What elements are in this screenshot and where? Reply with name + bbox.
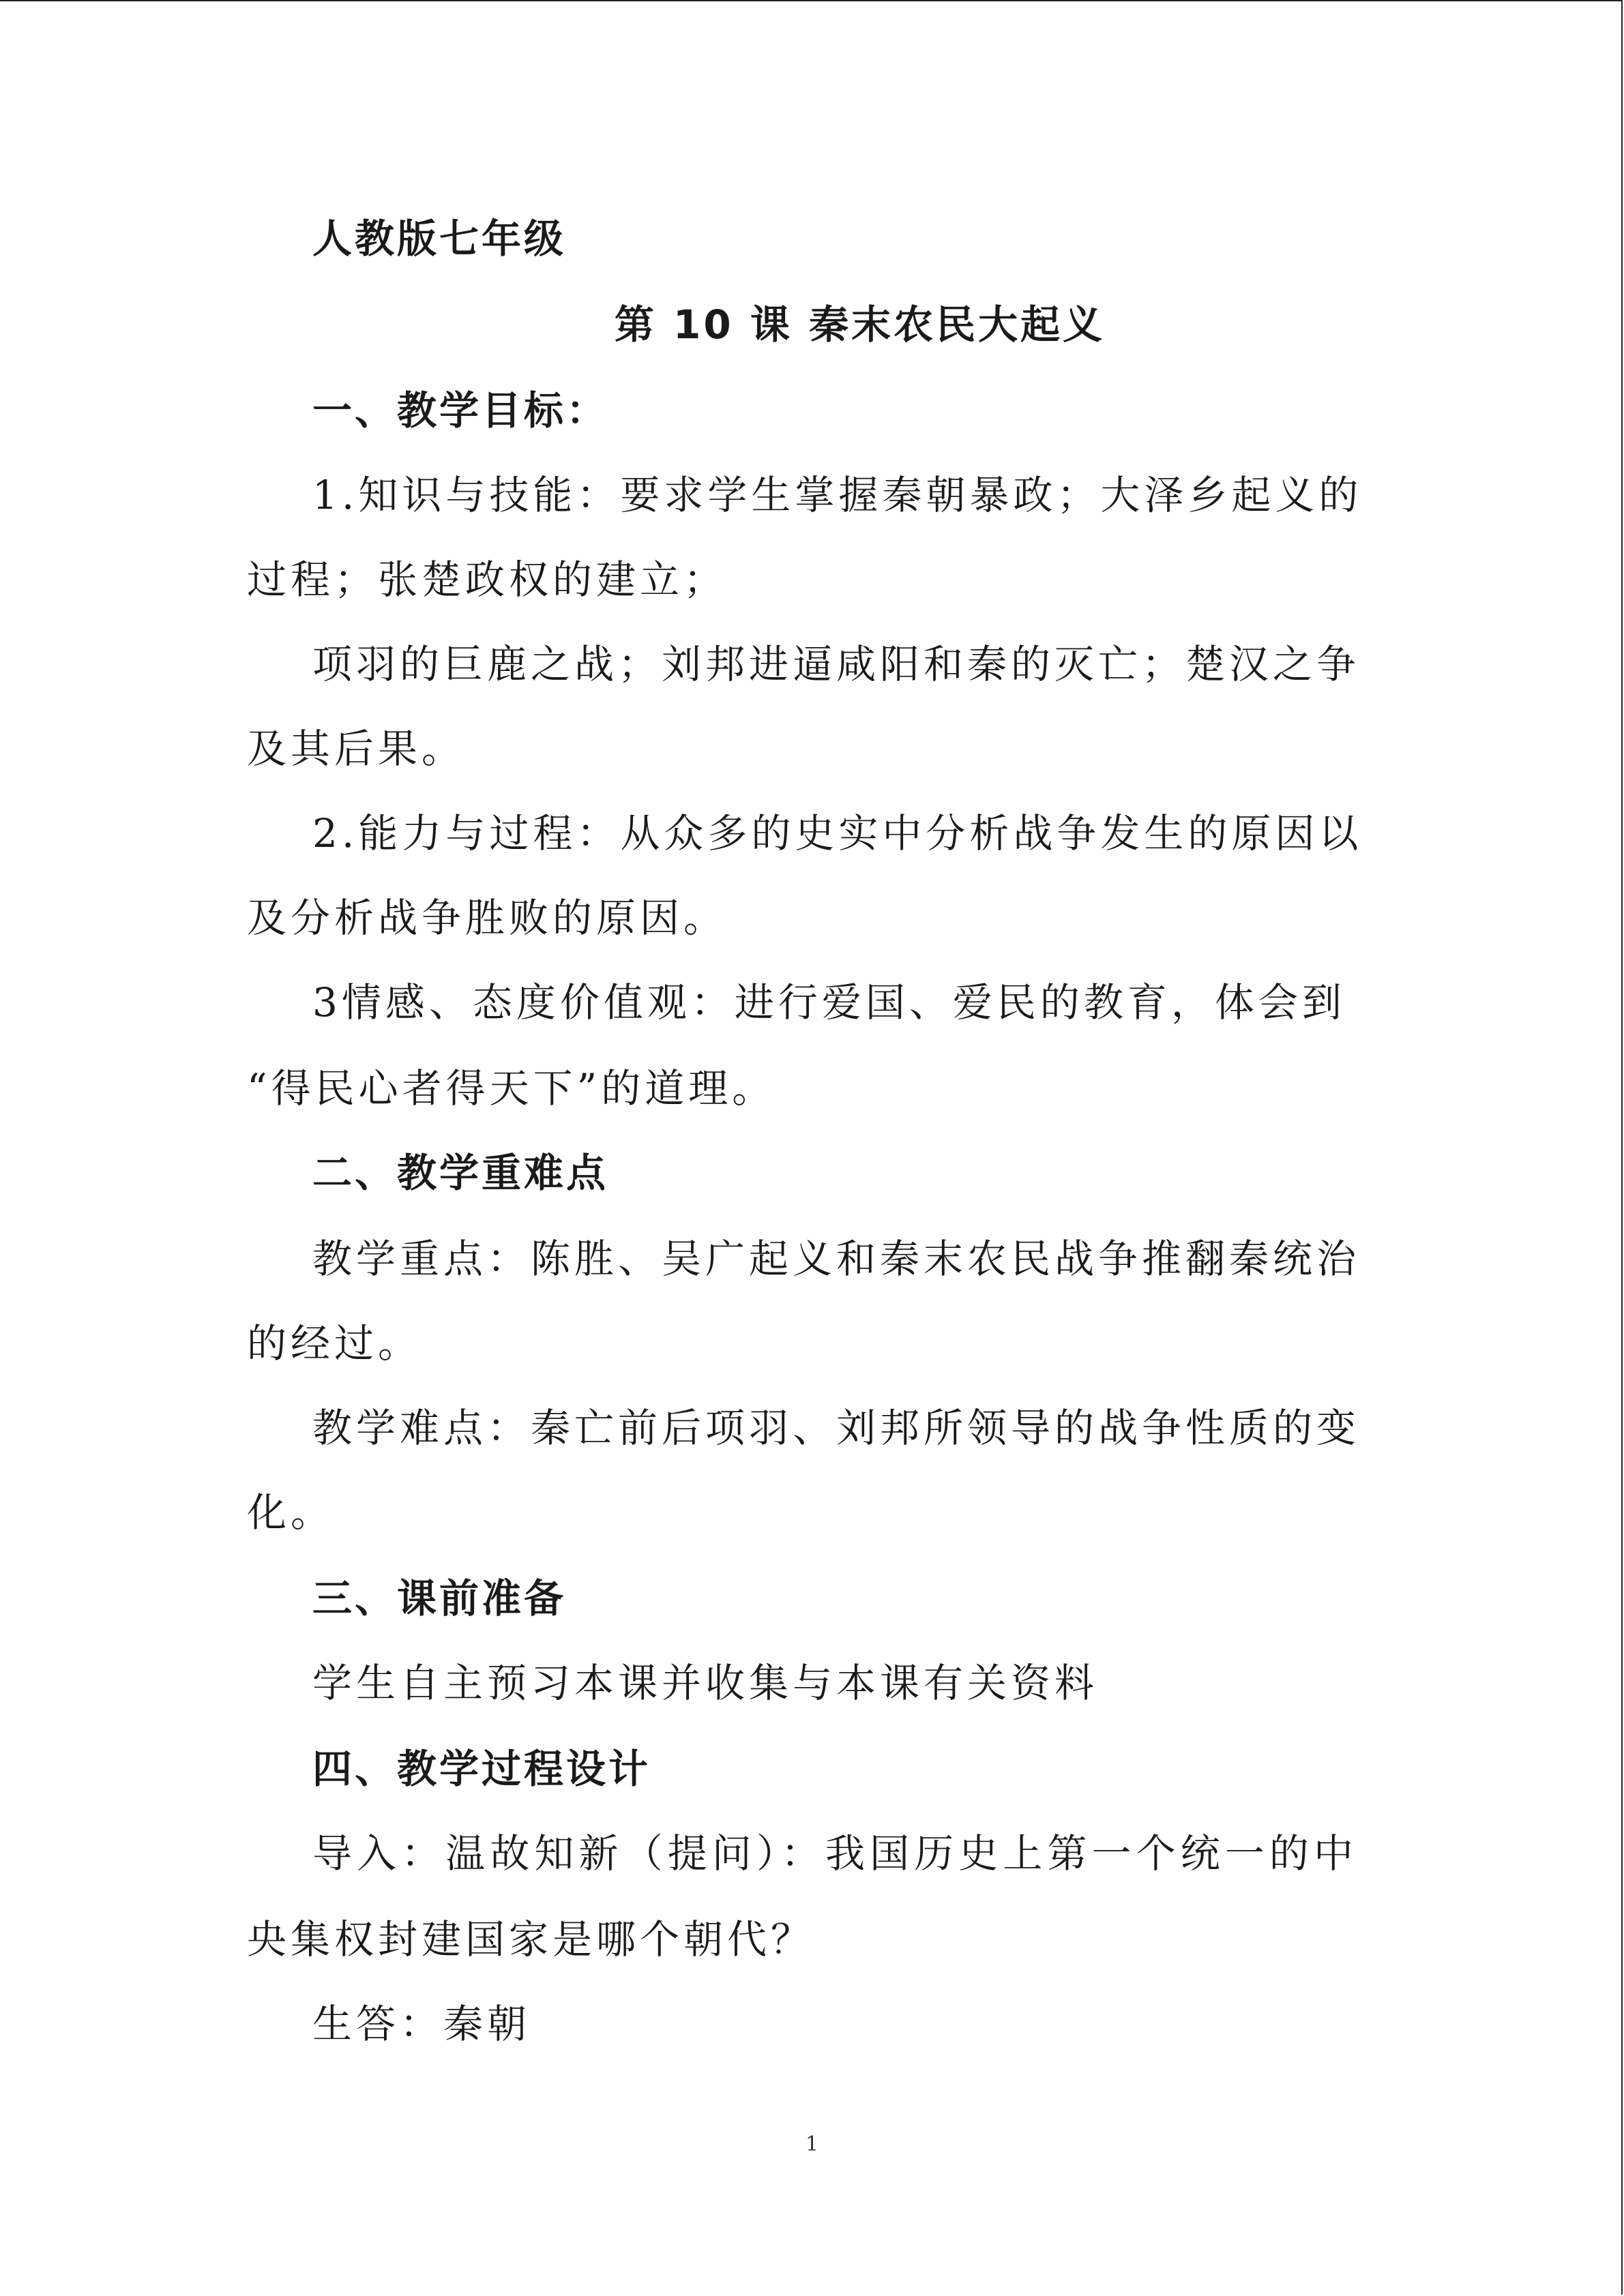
- objective-1b-line2: 及其后果。: [247, 726, 466, 772]
- objective-2-line1: 2.能力与过程：从众多的史实中分析战争发生的原因以: [312, 810, 1363, 856]
- intro-line1: 导入：温故知新（提问）：我国历史上第一个统一的中: [312, 1830, 1357, 1877]
- difficulty-line2: 化。: [247, 1489, 335, 1536]
- objective-1-line1: 1.知识与技能：要求学生掌握秦朝暴政；大泽乡起义的: [312, 472, 1363, 518]
- lesson-title: 第 10 课 秦末农民大起义: [614, 301, 1106, 348]
- objective-1-line2: 过程；张楚政权的建立；: [247, 556, 728, 603]
- key-point-line1: 教学重点：陈胜、吴广起义和秦末农民战争推翻秦统治: [312, 1236, 1361, 1282]
- process-heading: 四、教学过程设计: [312, 1746, 651, 1792]
- page-number: 1: [805, 2132, 819, 2156]
- objective-1b-line1: 项羽的巨鹿之战；刘邦进逼咸阳和秦的灭亡；楚汉之争: [312, 641, 1361, 687]
- objective-2-line2: 及分析战争胜败的原因。: [247, 895, 728, 941]
- objective-3-line1: 3情感、态度价值观：进行爱国、爱民的教育，体会到: [312, 979, 1346, 1026]
- objectives-heading: 一、教学目标：: [312, 387, 609, 434]
- intro-line2: 央集权封建国家是哪个朝代？: [247, 1916, 815, 1963]
- preparation-heading: 三、课前准备: [312, 1575, 567, 1622]
- objective-3-line2: “得民心者得天下”的道理。: [247, 1065, 776, 1112]
- difficulty-line1: 教学难点：秦亡前后项羽、刘邦所领导的战争性质的变: [312, 1405, 1361, 1451]
- key-point-line2: 的经过。: [247, 1320, 422, 1367]
- preparation-text: 学生自主预习本课并收集与本课有关资料: [312, 1660, 1099, 1706]
- student-answer: 生答：秦朝: [312, 2001, 531, 2047]
- grade-label: 人教版七年级: [312, 215, 567, 262]
- key-points-heading: 二、教学重难点: [312, 1150, 609, 1196]
